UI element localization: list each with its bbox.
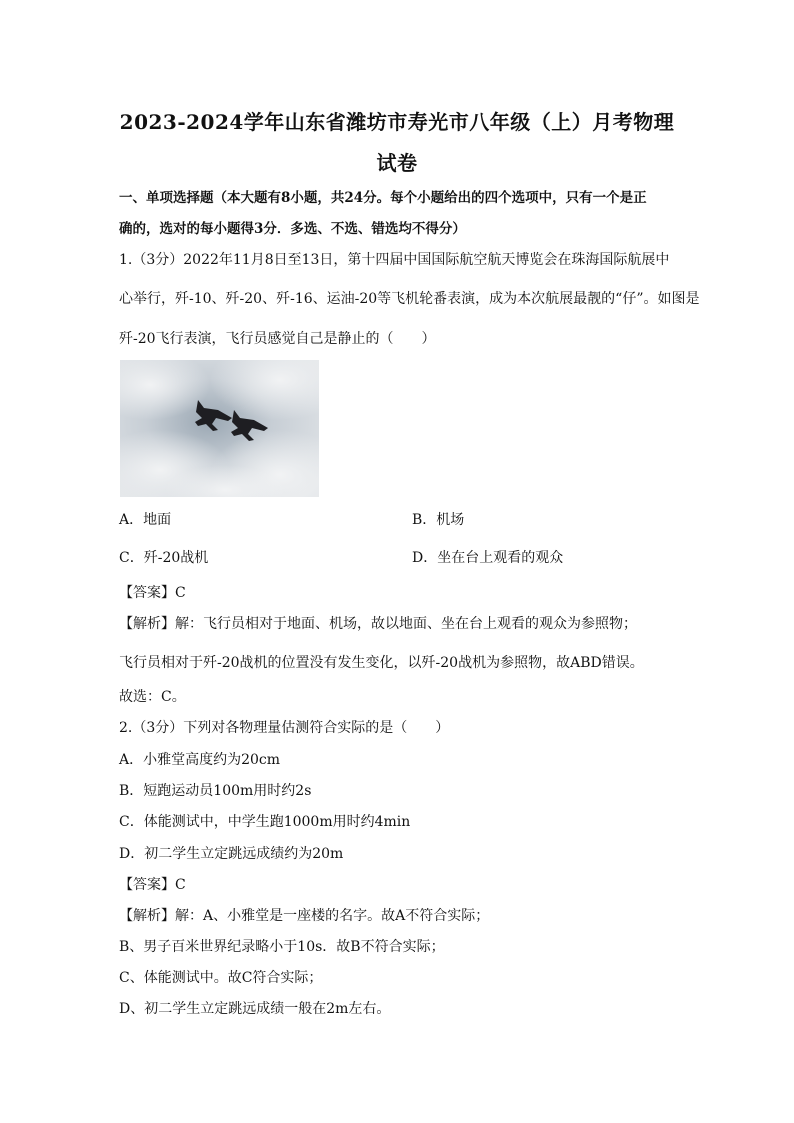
q1-option-b: B．机场 (412, 512, 465, 528)
q2-option-a: A．小雅堂高度约为20cm (119, 752, 281, 768)
q1-answer: 【答案】C (119, 585, 186, 601)
q1-analysis-line2: 飞行员相对于歼-20战机的位置没有发生变化，以歼-20战机为参照物，故ABD错误。 (119, 655, 644, 671)
section-heading-line1: 一、单项选择题（本大题有8小题，共24分。每个小题给出的四个选项中，只有一个是正 (119, 190, 647, 206)
q1-stem-line3: 歼-20飞行表演，飞行员感觉自己是静止的（ ） (119, 331, 436, 347)
q2-analysis-line1: 【解析】解：A、小雅堂是一座楼的名字。故A不符合实际； (119, 908, 490, 924)
q1-option-c: C．歼-20战机 (119, 550, 209, 566)
q2-option-d: D．初二学生立定跳远成绩约为20m (119, 846, 344, 862)
q1-conclusion: 故选：C。 (119, 689, 186, 705)
page-title-line1: 2023-2024学年山东省潍坊市寿光市八年级（上）月考物理 (119, 110, 675, 134)
q2-stem: 2.（3分）下列对各物理量估测符合实际的是（ ） (119, 720, 450, 736)
q2-option-c: C．体能测试中，中学生跑1000m用时约4min (119, 814, 411, 830)
q1-option-d: D．坐在台上观看的观众 (412, 550, 564, 566)
q1-analysis-line1: 【解析】解：飞行员相对于地面、机场，故以地面、坐在台上观看的观众为参照物； (119, 616, 637, 632)
q2-option-b: B．短跑运动员100m用时约2s (119, 783, 312, 799)
q2-analysis-line4: D、初二学生立定跳远成绩一般在2m左右。 (119, 1001, 391, 1017)
q2-analysis-line3: C、体能测试中。故C符合实际； (119, 970, 323, 986)
q2-analysis-line2: B、男子百米世界纪录略小于10s．故B不符合实际； (119, 939, 445, 955)
q1-option-a: A．地面 (119, 512, 172, 528)
q1-jet-photo (120, 360, 319, 497)
page-title-line2: 试卷 (376, 151, 418, 175)
q2-answer: 【答案】C (119, 877, 186, 893)
q1-stem-line2: 心举行，歼-10、歼-20、歼-16、运油-20等飞机轮番表演，成为本次航展最靓的“仔”。如图是 (119, 291, 700, 307)
jets-in-clouds-image (120, 360, 319, 497)
section-heading-line2: 确的，选对的每小题得3分．多选、不选、错选均不得分） (119, 221, 466, 237)
q1-stem-line1: 1.（3分）2022年11月8日至13日，第十四届中国国际航空航天博览会在珠海国际航展中 (119, 252, 670, 268)
